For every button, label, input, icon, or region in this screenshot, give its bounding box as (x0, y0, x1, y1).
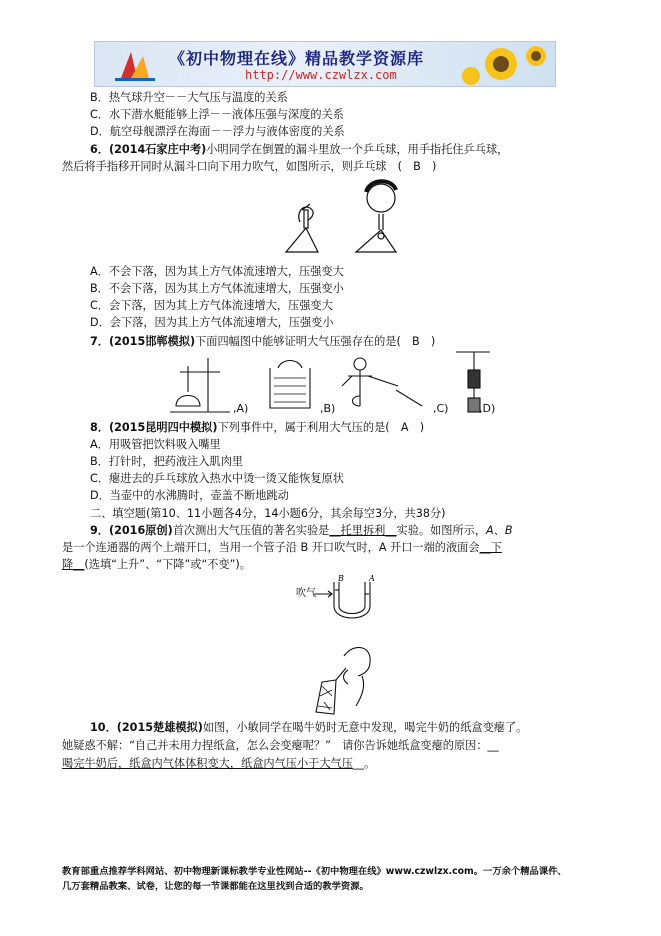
q8-number: 8． (90, 421, 109, 434)
q9-answer2a: __下 (479, 541, 502, 554)
footer-line1: 教育部重点推荐学科网站、初中物理新课标教学专业性网站--《初中物理在线》www.czwlzx.com。一万余个精品课件、 (62, 866, 567, 877)
q6-stem-line2: 然后将手指移开同时从漏斗口向下用力吹气，如图所示，则乒乓球 ( B ) (62, 160, 437, 173)
q9-b-letter: B (504, 524, 513, 537)
q10-line1 (90, 720, 527, 736)
q5-option-d: D．航空母舰漂浮在海面－－浮力与液体密度的关系 (90, 125, 345, 138)
q6-option-c: C．会下落，因为其上方气体流速增大，压强变大 (90, 299, 333, 312)
q9-line3 (62, 557, 251, 573)
q9-line3-text: (选填“上升”、“下降”或“不变”)。 (84, 558, 251, 571)
q7-label-b: ,B) (320, 402, 336, 415)
q9-fig-a-label: A (369, 574, 375, 583)
q9-u-tube-figure (294, 574, 384, 624)
q10-source: (2015楚雄模拟) (116, 721, 203, 734)
q8-source: (2015昆明四中模拟) (108, 421, 218, 434)
q10-line2: 她疑惑不解：“自己并未用力捏纸盒，怎么会变瘪呢？” 请你告诉她纸盒变瘪的原因：__ (62, 739, 499, 752)
q6-stem-line1 (90, 142, 508, 158)
q9-line2 (62, 540, 502, 556)
site-logo-icon (101, 42, 161, 86)
q8-option-d: D．当壶中的水沸腾时，壶盖不断地跳动 (90, 489, 289, 502)
q9-answer1: __托里拆利__ (329, 524, 397, 537)
q6-option-a: A．不会下落，因为其上方气体流速增大，压强变大 (90, 265, 344, 278)
q8-text: 下列事件中，属于利用大气压的是( A ) (217, 421, 425, 434)
q6-number: 6． (90, 143, 109, 156)
q9-sep: 、 (493, 524, 505, 537)
q10-line3-end: __。 (352, 757, 376, 770)
q7-label-a: ,A) (233, 402, 249, 415)
header-url: http://www.czwlzx.com (245, 68, 397, 82)
q8-option-a: A．用吸管把饮料吸入嘴里 (90, 438, 221, 451)
footer-line2: 几万套精品教案、试卷，让您的每一节课都能在这里找到合适的教学资源。 (62, 881, 369, 892)
section-2-heading: 二、填空题(第10、11小题各4分，14小题6分，其余每空3分，共38分) (90, 507, 446, 520)
q8-stem (90, 420, 424, 436)
q6-text1: 小明同学在倒置的漏斗里放一个乒乓球，用手指托住乒乓球， (206, 143, 509, 156)
q9-mid: 实验。如图所示， (396, 524, 487, 537)
q10-line3 (62, 756, 375, 772)
q10-answer: 喝完牛奶后，纸盒内气体体积变大，纸盒内气压小于大气压 (62, 757, 353, 770)
q10-line1-text: 如图，小敏同学在喝牛奶时无意中发现，喝完牛奶的纸盒变瘪了。 (202, 721, 528, 734)
q9-source: (2016原创) (108, 524, 173, 537)
q9-number: 9． (90, 524, 109, 537)
q8-option-c: C．瘪进去的乒乓球放入热水中烫一烫又能恢复原状 (90, 472, 344, 485)
q6-option-d: D．会下落，因为其上方气体流速增大，压强变小 (90, 316, 334, 329)
q9-fig-b-label: B (338, 574, 344, 583)
q5-option-b: B．热气球升空－－大气压与温度的关系 (90, 91, 288, 104)
q5-option-c: C．水下潜水艇能够上浮－－液体压强与深度的关系 (90, 108, 344, 121)
q9-pre: 首次测出大气压值的著名实验是 (172, 524, 330, 537)
q9-line1 (90, 523, 513, 539)
sunflower-icon (461, 42, 551, 86)
q9-answer2b: 降__ (62, 558, 85, 571)
q7-number: 7． (90, 335, 109, 348)
q7-label-c: ,C) (433, 402, 449, 415)
q6-option-b: B．不会下落，因为其上方气体流速增大，压强变小 (90, 282, 344, 295)
q10-number: 10． (90, 721, 117, 734)
header-banner (94, 41, 556, 87)
q9-a-letter: A (486, 524, 494, 537)
q7-text: 下面四幅图中能够证明大气压强存在的是( B ) (195, 335, 436, 348)
q8-option-b: B．打针时，把药液注入肌肉里 (90, 455, 244, 468)
q10-milk-carton-figure (304, 636, 384, 718)
q7-label-d: ,D) (479, 402, 496, 415)
q6-funnel-figure (278, 178, 408, 258)
q7-source: (2015邯郸模拟) (108, 335, 196, 348)
header-title: 《初中物理在线》精品教学资源库 (169, 49, 425, 68)
q9-line2-text: 是一个连通器的两个上端开口，当用一个管子沿 B 开口吹气时，A 开口一端的液面会 (62, 541, 480, 554)
q9-fig-blow-label: 吹气 (296, 588, 316, 599)
q6-source: (2014石家庄中考) (108, 143, 207, 156)
